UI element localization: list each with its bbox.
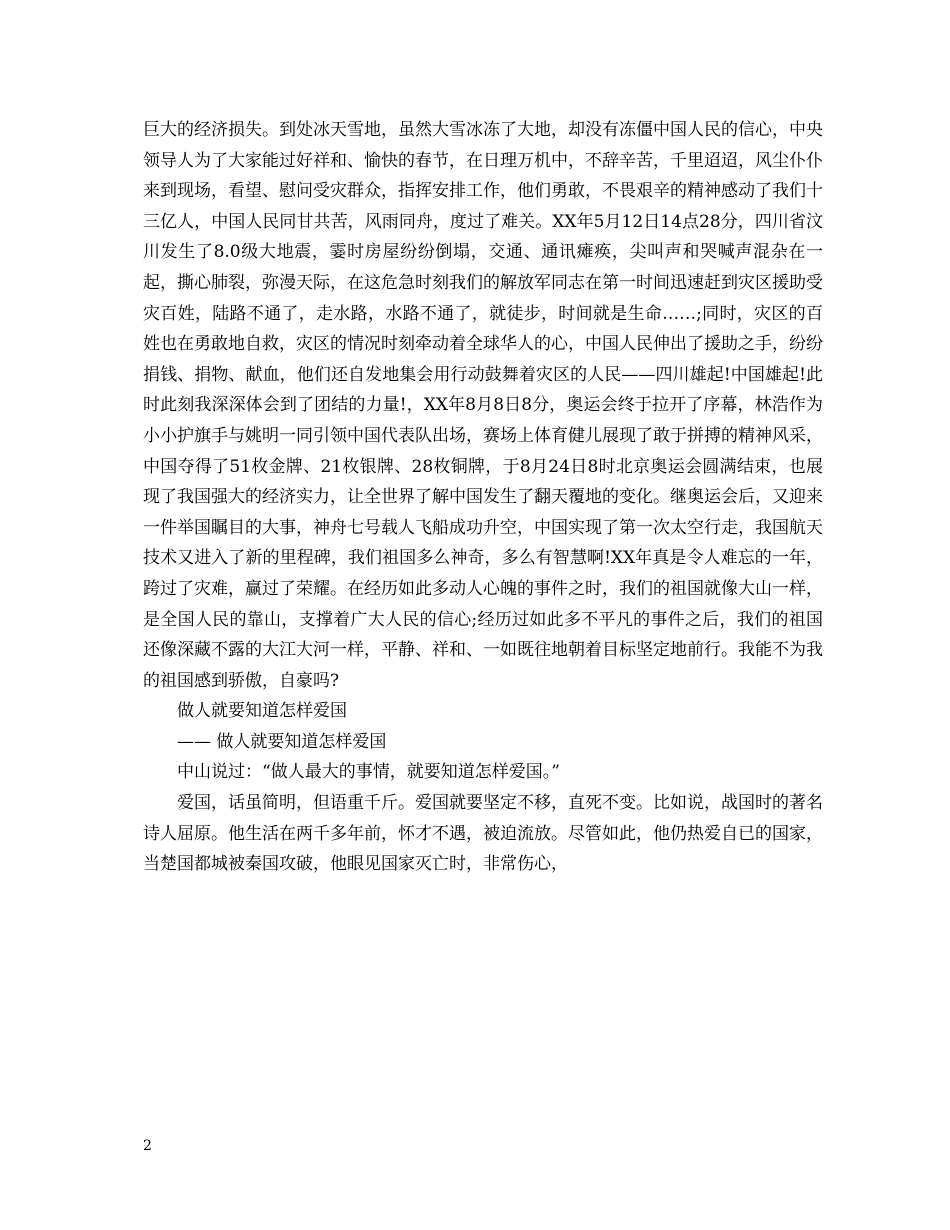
paragraph: 爱国，话虽简明，但语重千斤。爱国就要坚定不移，直死不变。比如说，战国时的著名诗人屈原。他生活在两千多年前，怀才不遇，被迫流放。尽管如此，他仍热爱自已的国家，当楚国都城被秦国攻破，他眼见国家灭亡时，非常伤心， <box>143 793 823 875</box>
section-subheading: —— 做人就要知道怎样爱国 <box>177 731 387 752</box>
paragraph-continued: 巨大的经济损失。到处冰天雪地，虽然大雪冰冻了大地，却没有冻僵中国人民的信心，中央领导人为了大家能过好祥和、愉快的春节，在日理万机中，不辞辛苦，千里迢迢，风尘仆仆来到现场，看望、慰问受灾群众，指挥安排工作，他们勇敢，不畏艰辛的精神感动了我们十三亿人，中国人民同甘共苦，风雨同舟，度过了难关。XX年5月12日14点28分，四川省汶川发生了8.0级大地震，霎时房屋纷纷倒塌，交通、通讯瘫痪，尖叫声和哭喊声混杂在一起，撕心肺裂，弥漫天际，在这危急时刻我们的解放军同志在第一时间迅速赶到灾区援助受灾百姓，陆路不通了，走水路，水路不通了，就徒步，时间就是生命……;同时，灾区的百姓也在勇敢地自救，灾区的情况时刻牵动着全球华人的心，中国人民伸出了援助之手，纷纷捐钱、捐物、献血，他们还自发地集会用行动鼓舞着灾区的人民——四川雄起!中国雄起!此时此刻我深深体会到了团结的力量!，XX年8月8日8分，奥运会终于拉开了序幕，林浩作为小小护旗手与姚明一同引领中国代表队出场，赛场上体育健儿展现了敢于拼搏的精神风采，中国夺得了51枚金牌、21枚银牌、28枚铜牌，于8月24日8时北京奥运会圆满结束，也展现了我国强大的经济实力，让全世界了解中国发生了翻天覆地的变化。继奥运会后，又迎来一件举国瞩目的大事，神舟七号载人飞船成功升空，中国实现了第一次太空行走，我国航天技术又进入了新的里程碑，我们祖国多么神奇，多么有智慧啊!XX年真是令人难忘的一年，跨过了灾难，赢过了荣耀。在经历如此多动人心魄的事件之时，我们的祖国就像大山一样，是全国人民的靠山，支撑着广大人民的信心;经历过如此多不平凡的事件之后，我们的祖国还像深藏不露的大江大河一样，平静、祥和、一如既往地朝着目标坚定地前行。我能不为我的祖国感到骄傲，自豪吗? <box>143 120 823 691</box>
quote-paragraph: 中山说过：“做人最大的事情，就要知道怎样爱国。” <box>177 762 560 783</box>
section-heading: 做人就要知道怎样爱国 <box>177 701 347 722</box>
body-text <box>143 115 823 880</box>
page-number: 2 <box>143 1138 152 1154</box>
